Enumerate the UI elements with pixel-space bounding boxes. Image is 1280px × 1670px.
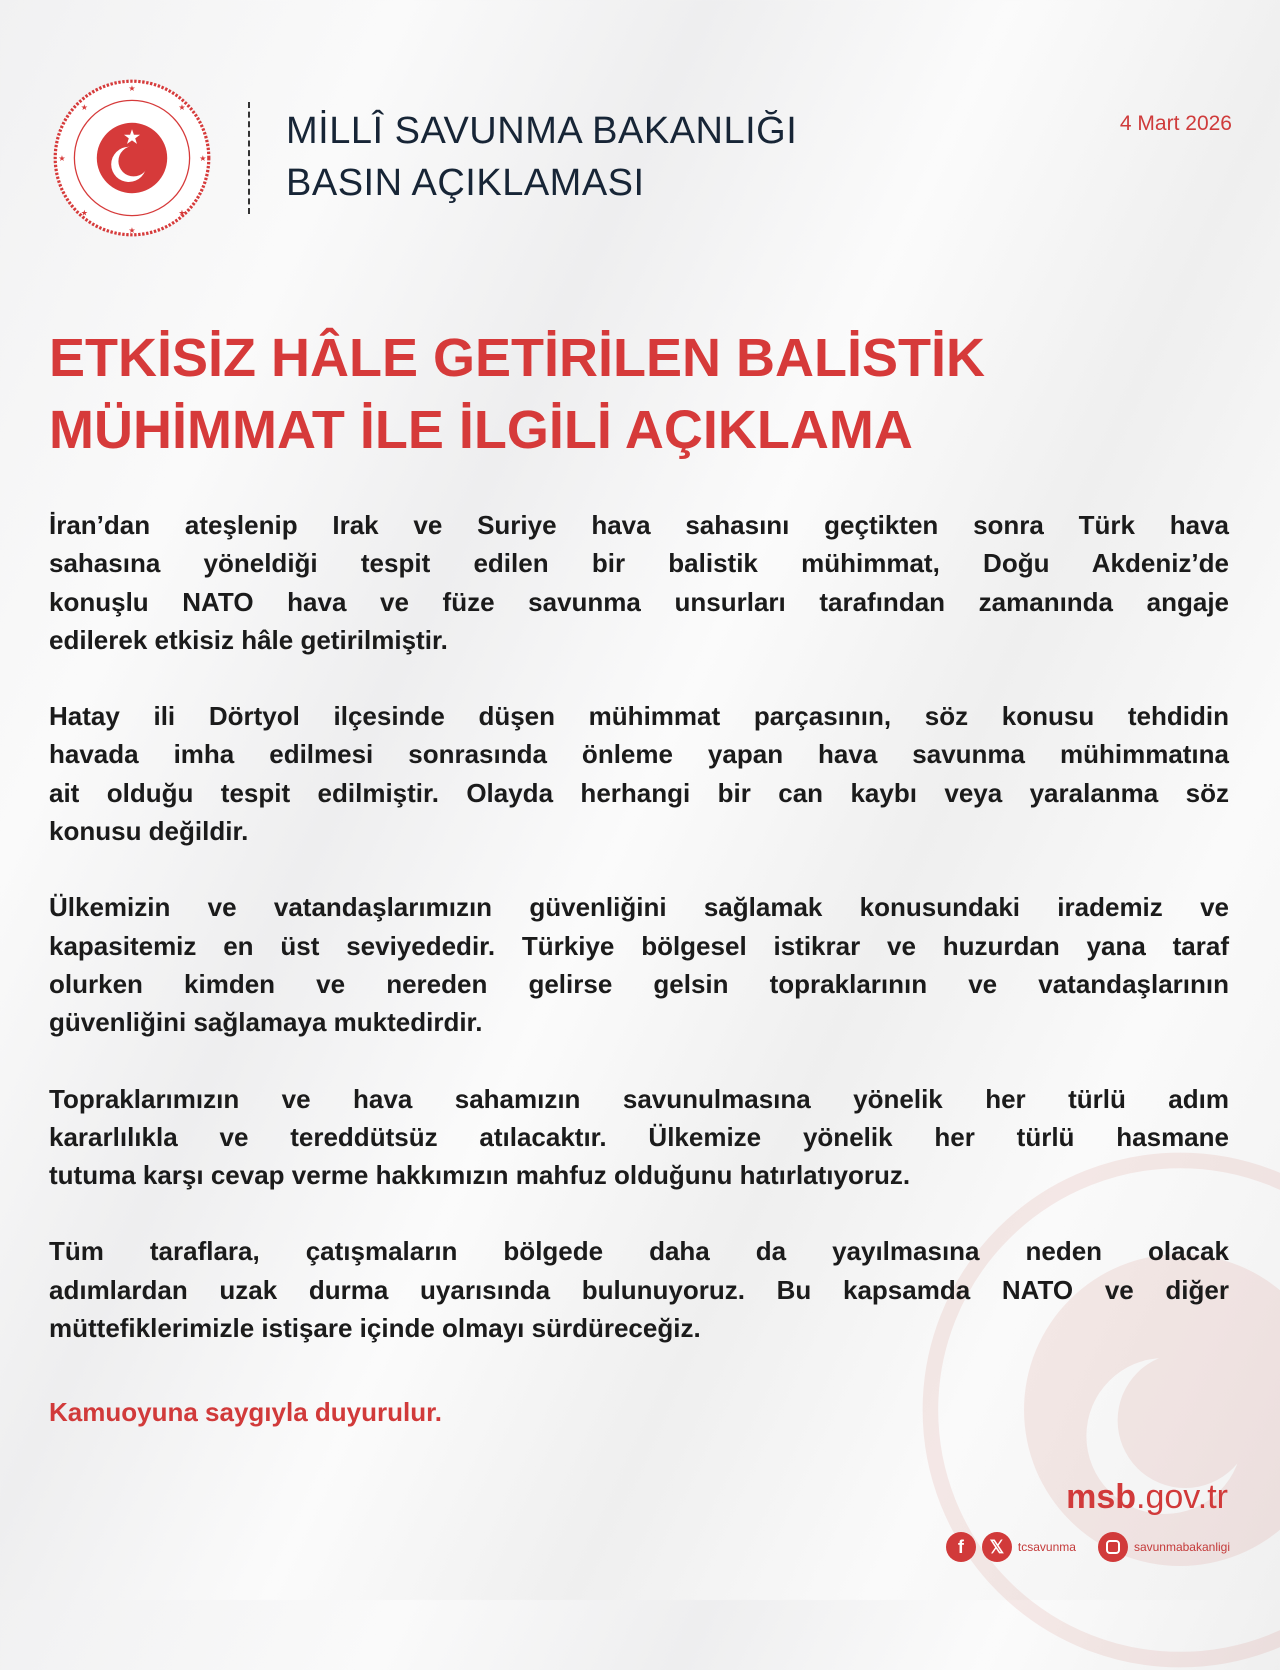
svg-text:★: ★ xyxy=(128,226,136,236)
paragraph-line: ait olduğu tespit edilmiştir. Olayda herhangi bir can kaybı veya yaralanma söz xyxy=(49,777,1229,808)
statement-body xyxy=(49,506,1229,1385)
release-date: 4 Mart 2026 xyxy=(1119,112,1232,135)
paragraph-line: güvenliğini sağlamaya muktedirdir. xyxy=(49,1007,483,1038)
svg-text:★: ★ xyxy=(128,83,136,93)
paragraph-line: kapasitemiz en üst seviyededir. Türkiye bölgesel istikrar ve huzurdan yana taraf xyxy=(49,930,1229,961)
paragraph xyxy=(49,1232,1229,1347)
paragraph-line: Topraklarımızın ve hava sahamızın savunulmasına yönelik her türlü adım xyxy=(49,1083,1229,1114)
paragraph xyxy=(49,888,1229,1041)
page-title xyxy=(49,322,985,466)
svg-text:★: ★ xyxy=(199,154,207,164)
svg-text:★: ★ xyxy=(58,154,66,164)
paragraph-line: konusu değildir. xyxy=(49,816,249,847)
paragraph-line: havada imha edilmesi sonrasında önleme yapan hava savunma mühimmatına xyxy=(49,739,1229,770)
paragraph-line: müttefiklerimizle istişare içinde olmayı sürdüreceğiz. xyxy=(49,1313,701,1344)
document-type: BASIN AÇIKLAMASI xyxy=(286,162,645,204)
closing-line: Kamuoyuna saygıyla duyurulur. xyxy=(49,1397,442,1427)
paragraph-line: konuşlu NATO hava ve füze savunma unsurları tarafından zamanında angaje xyxy=(49,586,1229,617)
title-line: MÜHİMMAT İLE İLGİLİ AÇIKLAMA xyxy=(49,400,913,460)
x-icon[interactable]: 𝕏 xyxy=(982,1532,1012,1562)
paragraph-line: Hatay ili Dörtyol ilçesinde düşen mühimmat parçasının, söz konusu tehdidin xyxy=(49,701,1229,732)
organization-name: MİLLÎ SAVUNMA BAKANLIĞI xyxy=(286,110,798,152)
title-line: ETKİSİZ HÂLE GETİRİLEN BALİSTİK xyxy=(49,328,986,388)
website-link[interactable] xyxy=(1066,1478,1228,1517)
paragraph xyxy=(49,506,1229,659)
site-rest: .gov.tr xyxy=(1136,1478,1228,1516)
paragraph-line: olurken kimden ve nereden gelirse gelsin topraklarının ve vatandaşlarının xyxy=(49,968,1229,999)
paragraph-line: adımlardan uzak durma uyarısında bulunuyoruz. Bu kapsamda NATO ve diğer xyxy=(49,1274,1229,1305)
facebook-icon[interactable]: f xyxy=(946,1532,976,1562)
svg-text:★: ★ xyxy=(80,208,88,218)
paragraph xyxy=(49,1080,1229,1195)
paragraph-line: Ülkemizin ve vatandaşlarımızın güvenliğini sağlamak konusundaki irademiz ve xyxy=(49,892,1229,923)
header-divider xyxy=(248,102,250,214)
paragraph-line: Tüm taraflara, çatışmaların bölgede daha da yayılmasına neden olacak xyxy=(49,1236,1229,1267)
svg-text:★: ★ xyxy=(178,103,186,112)
x-handle[interactable]: tcsavunma xyxy=(1017,1540,1076,1554)
site-bold: msb xyxy=(1066,1478,1137,1516)
social-links xyxy=(946,1532,1230,1562)
paragraph-line: kararlılıkla ve tereddütsüz atılacaktır. Ülkemize yönelik her türlü hasmane xyxy=(49,1121,1229,1152)
svg-text:★: ★ xyxy=(178,208,186,218)
svg-text:★: ★ xyxy=(80,103,88,112)
instagram-icon[interactable] xyxy=(1098,1532,1128,1562)
paragraph-line: sahasına yöneldiği tespit edilen bir balistik mühimmat, Doğu Akdeniz’de xyxy=(49,548,1229,579)
instagram-handle[interactable]: savunmabakanligi xyxy=(1133,1540,1230,1554)
paragraph-line: edilerek etkisiz hâle getirilmiştir. xyxy=(49,624,448,655)
ministry-seal-logo xyxy=(52,78,212,238)
paragraph xyxy=(49,697,1229,850)
paragraph-line: tutuma karşı cevap verme hakkımızın mahfuz olduğunu hatırlatıyoruz. xyxy=(49,1160,911,1191)
paragraph-line: İran’dan ateşlenip Irak ve Suriye hava sahasını geçtikten sonra Türk hava xyxy=(49,510,1229,540)
